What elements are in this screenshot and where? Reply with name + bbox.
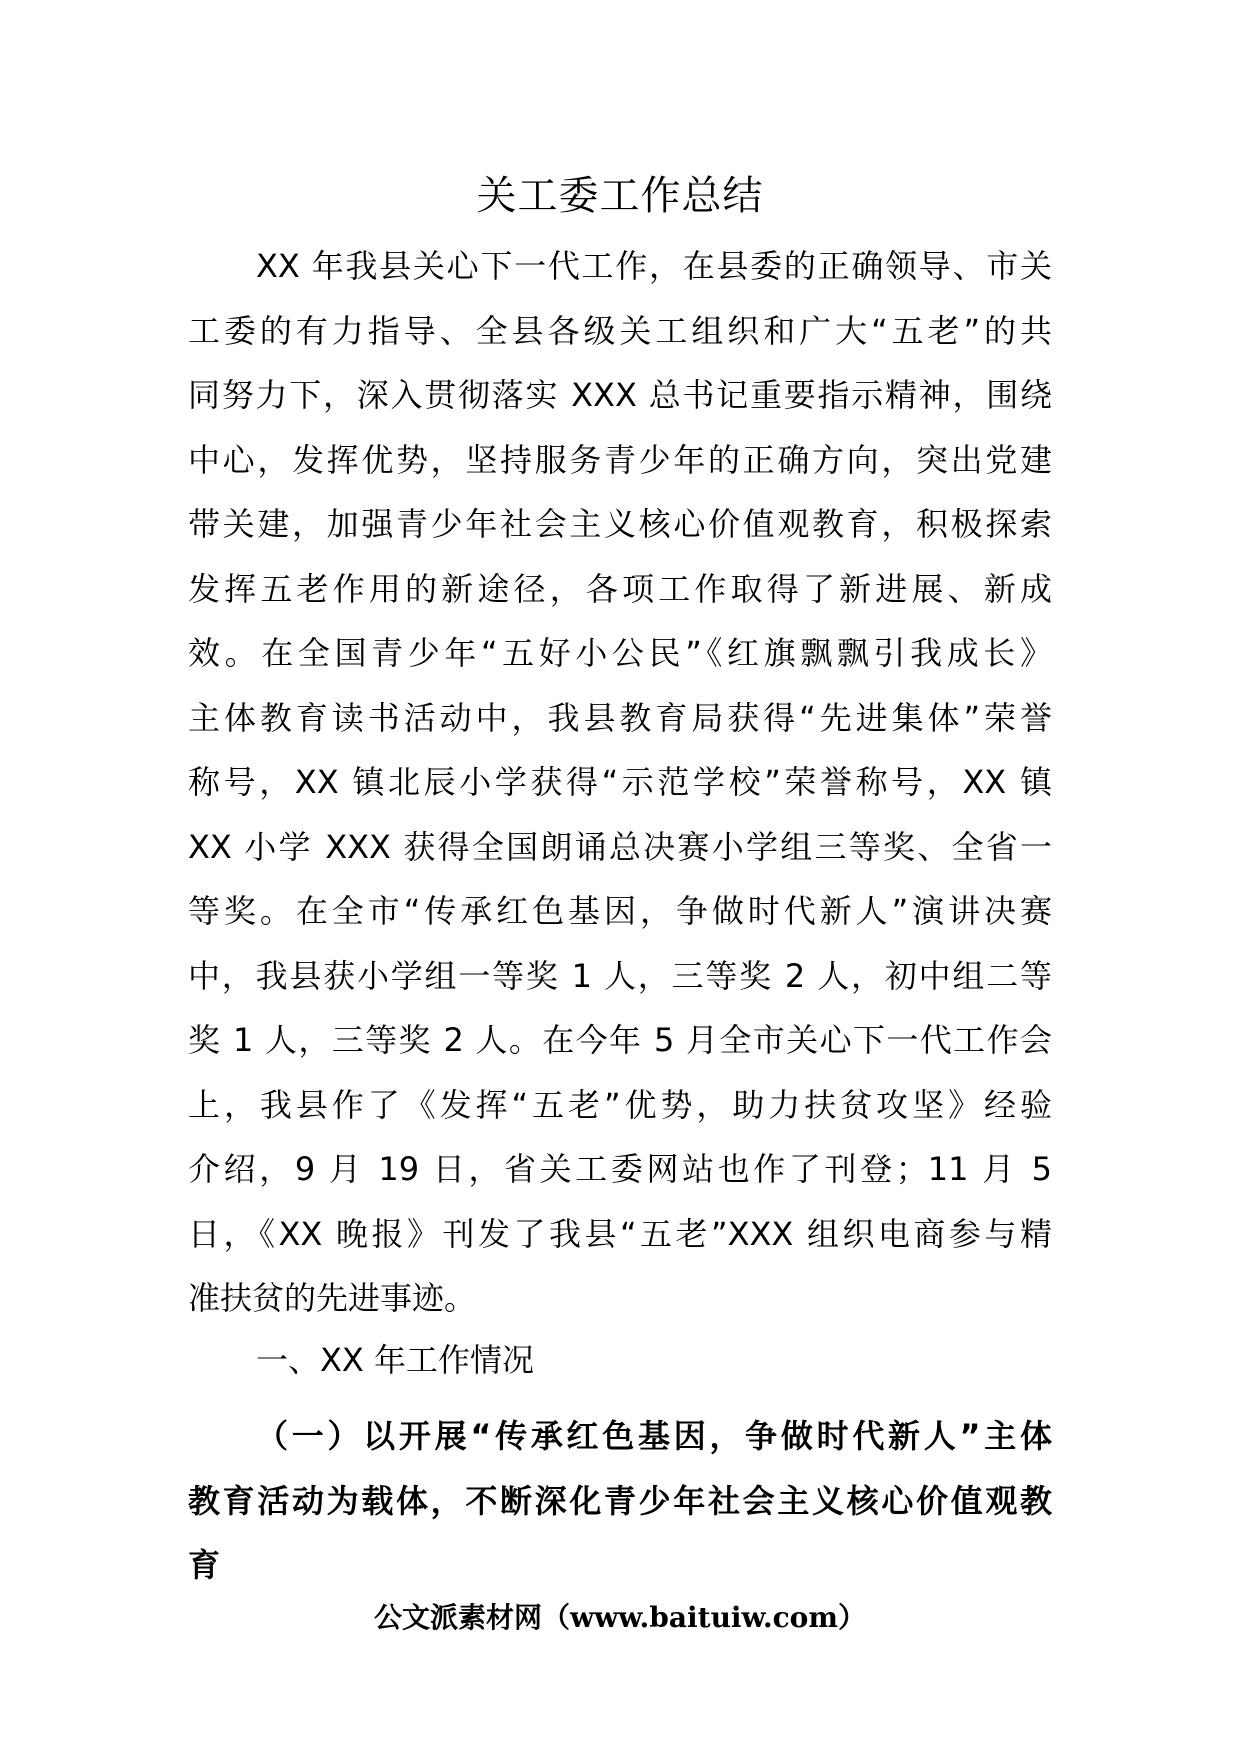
paragraph-line: 称号，XX 镇北辰小学获得“示范学校”荣誉称号，XX 镇 [188,763,1052,801]
subsection-line: （一）以开展“传承红色基因，争做时代新人”主体 [256,1417,1052,1455]
document-title: 关工委工作总结 [476,173,764,219]
intro-paragraph [188,234,1052,1331]
paragraph-line: XX 小学 XXX 获得全国朗诵总决赛小学组三等奖、全省一 [188,827,1052,866]
paragraph-line: 同努力下，深入贯彻落实 XXX 总书记重要指示精神，围绕 [188,376,1052,414]
paragraph-line: 准扶贫的先进事迹。 [188,1279,477,1317]
section-heading: 一、XX 年工作情况 [256,1341,535,1379]
paragraph-line: 中，我县获小学组一等奖 1 人，三等奖 2 人，初中组二等 [188,956,1052,995]
subsection-line: 育 [188,1546,221,1584]
paragraph-line: 工委的有力指导、全县各级关工组织和广大“五老”的共 [188,311,1052,350]
paragraph-line: XX 年我县关心下一代工作，在县委的正确领导、市关 [256,247,1052,285]
paragraph-line: 上，我县作了《发挥“五老”优势，助力扶贫攻坚》经验 [188,1085,1052,1124]
paragraph-line: 日，《XX 晚报》刊发了我县“五老”XXX 组织电商参与精 [188,1214,1052,1253]
paragraph-line: 主体教育读书活动中，我县教育局获得“先进集体”荣誉 [188,698,1052,737]
paragraph-line: 中心，发挥优势，坚持服务青少年的正确方向，突出党建 [188,440,1052,479]
paragraph-line: 奖 1 人，三等奖 2 人。在今年 5 月全市关心下一代工作会 [188,1021,1052,1059]
paragraph-line: 介绍，9 月 19 日，省关工委网站也作了刊登；11 月 5 [188,1150,1052,1188]
paragraph-line: 发挥五老作用的新途径，各项工作取得了新进展、新成 [188,569,1052,608]
footer-watermark: 公文派素材网（www.baituiw.com） [374,1601,866,1634]
subsection-heading [188,1404,1052,1598]
paragraph-line: 带关建，加强青少年社会主义核心价值观教育，积极探索 [188,505,1052,543]
paragraph-line: 效。在全国青少年“五好小公民”《红旗飘飘引我成长》 [188,634,1052,672]
subsection-line: 教育活动为载体，不断深化青少年社会主义核心价值观教 [188,1481,1052,1520]
paragraph-line: 等奖。在全市“传承红色基因，争做时代新人”演讲决赛 [188,892,1052,930]
